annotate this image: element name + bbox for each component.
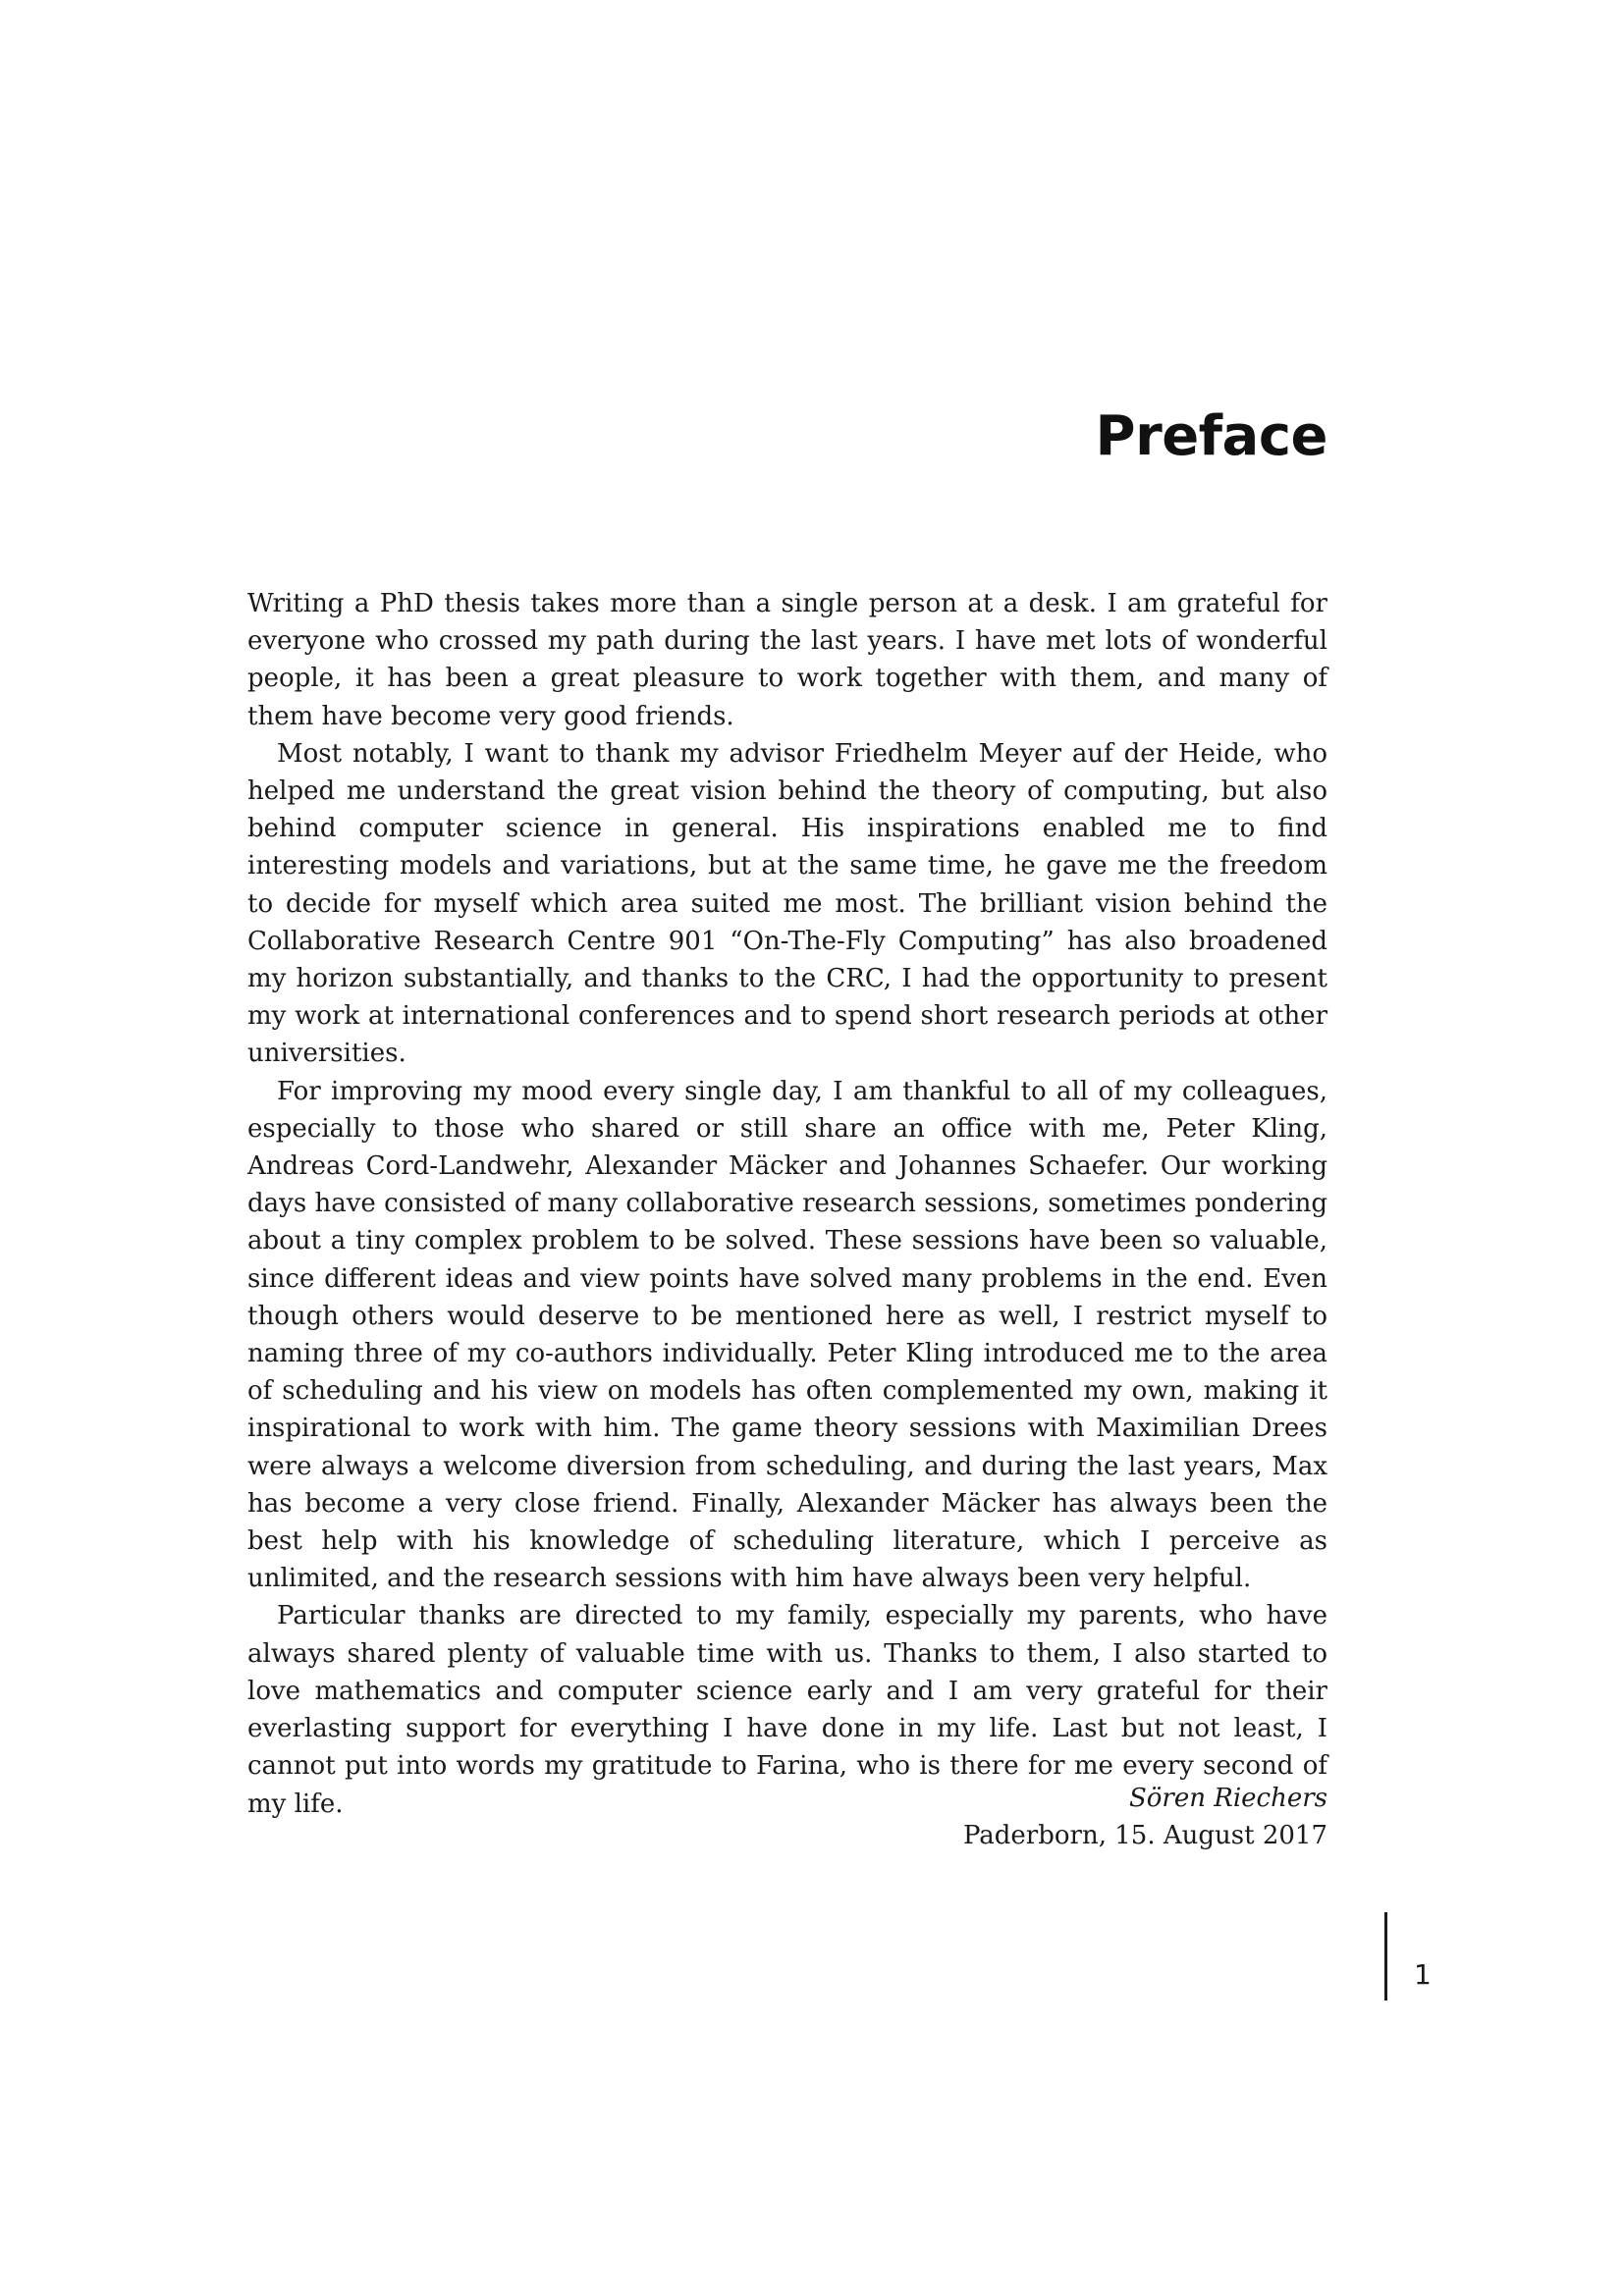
signature-author: Sören Riechers	[1128, 1784, 1327, 1813]
paragraph-family: Particular thanks are directed to my family, especially my parents, who have always shared plenty of valuable time with us. Thanks to them, I also started to love mathematics and computer science early and I am very grateful for their everlasting support for everything I have done in my life. Last but not least, I cannot put into words my gratitude to Farina, who is there for me every second of my life.	[247, 1601, 1327, 1819]
page-number-rule	[1384, 1912, 1387, 2001]
preface-body	[247, 585, 1327, 1823]
paragraph-advisor: Most notably, I want to thank my advisor Friedhelm Meyer auf der Heide, who helped me understand the great vision behind the theory of computing, but also behind computer science in general. His inspirations enabled me to find interesting models and variations, but at the same time, he gave me the freedom to decide for myself which area suited me most. The brilliant vision behind the Collaborative Research Centre 901 “On-The-Fly Computing” has also broadened my horizon substantially, and thanks to the CRC, I had the opportunity to present my work at international conferences and to spend short research periods at other universities.	[247, 738, 1327, 1069]
chapter-title: Preface	[1095, 404, 1327, 468]
signature-place-date: Paderborn, 15. August 2017	[962, 1821, 1327, 1850]
signature-block	[963, 1780, 1327, 1854]
paragraph-colleagues: For improving my mood every single day, I am thankful to all of my colleagues, especially to those who shared or still share an office with me, Peter Kling, Andreas Cord-Landwehr, Alexander Mäcker and Johannes Schaefer. Our working days have consisted of many collaborative research sessions, sometimes pondering about a tiny complex problem to be solved. These sessions have been so valuable, since different ideas and view points have solved many problems in the end. Even though others would deserve to be mentioned here as well, I restrict myself to naming three of my co-authors individually. Peter Kling introduced me to the area of scheduling and his view on models has often complemented my own, making it inspirational to work with him. The game theory sessions with Maximilian Drees were always a welcome diversion from scheduling, and during the last years, Max has become a very close friend. Finally, Alexander Mäcker has always been the best help with his knowledge of scheduling literature, which I perceive as unlimited, and the research sessions with him have always been very helpful.	[247, 1076, 1327, 1594]
page-number: 1	[1414, 1958, 1432, 1991]
paragraph-intro: Writing a PhD thesis takes more than a single person at a desk. I am grateful for everyone who crossed my path during the last years. I have met lots of wonderful people, it has been a great pleasure to work together with them, and many of them have become very good friends.	[247, 589, 1327, 731]
